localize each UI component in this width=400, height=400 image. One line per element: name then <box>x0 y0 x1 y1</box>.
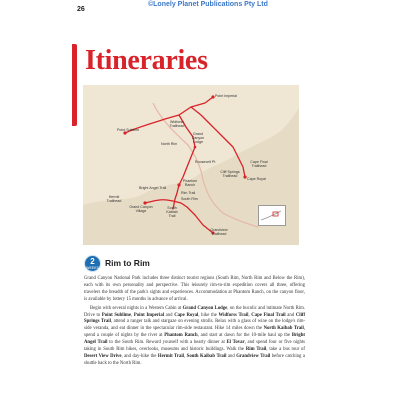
label-grandview-trailhead: Grandview Trailhead <box>210 228 228 236</box>
itinerary-title: Rim to Rim <box>105 258 150 268</box>
label-point-sublime: Point Sublime <box>117 128 140 132</box>
label-cliff-springs-trailhead: Cliff Springs Trailhead <box>220 170 240 178</box>
itinerary-body <box>84 276 305 370</box>
label-north-rim: North Rim <box>161 142 178 146</box>
label-cape-royal: Cape Royal <box>247 177 266 181</box>
label-widforss-trailhead: Widforss Trailhead <box>169 120 185 128</box>
route-paragraph: Begin with several nights in a Western Cabin at Grand Canyon Lodge, on the bucolic and intimate North Rim. Drive to Point Sublime, Point Imperial and Cape Royal, hike the Widforss Trail, Cape Final Trail and Cliff Springs Trail, attend a ranger talk and stargaze on evening strolls. Relax with a glass of wine on the lodge's rim-side veranda, and eat dinner in the spectacular rim-side restaurant. Hike 14 miles down the North Kaibab Trail, spend a couple of nights by the river at Phantom Ranch, and start at dawn for the 10-mile haul up the Bright Angel Trail to the South Rim. Reward yourself with a hearty dinner at El Tovar, and spend four or five nights taking in South Rim hikes, overlooks, museums and historic buildings. Walk the Rim Trail, take a bus tour of Desert View Drive, and day-hike the Hermit Trail, South Kaibab Trail and Grandview Trail before catching a shuttle back to the North Rim. <box>84 305 306 366</box>
label-grand-canyon-village: Grand Canyon Village <box>129 205 153 213</box>
locator-graphic <box>259 206 285 225</box>
label-south-rim: South Rim <box>181 197 198 201</box>
label-point-imperial: Point Imperial <box>215 94 237 98</box>
label-grand-canyon-lodge: Grand Canyon Lodge <box>191 132 205 144</box>
page-title: Itineraries <box>85 45 208 76</box>
label-south-kaibab-trail: South Kaibab Trail <box>166 206 178 218</box>
weeks-unit: WEEKS <box>86 266 99 270</box>
section-tab <box>72 44 77 126</box>
locator-inset <box>258 205 286 226</box>
label-hermit-trailhead: Hermit Trailhead <box>106 195 122 203</box>
page-number: 26 <box>77 6 85 13</box>
duration-badge <box>84 255 101 272</box>
copyright-notice: ©Lonely Planet Publications Pty Ltd <box>148 1 268 8</box>
label-cape-final-trailhead: Cape Final Trailhead <box>250 160 268 168</box>
intro-paragraph: Grand Canyon National Park includes three distinct tourist regions (South Rim, North Rim and Below the Rim), each with its own personality and perspective. This leisurely rim-to-rim expedition covers all three, offering travelers the breadth of the park's sights and experiences. Accommodation at Phantom Ranch, on the canyon floor, is available by lottery 15 months in advance of arrival. <box>84 276 305 302</box>
label-bright-angel-trail: Bright Angel Trail <box>139 186 167 190</box>
label-phantom-ranch: Phantom Ranch <box>182 179 198 187</box>
itinerary-map <box>83 85 299 245</box>
label-roosevelt-pt: Roosevelt Pt <box>195 160 216 164</box>
weeks-number: 2 <box>90 257 95 266</box>
label-rim-trail: Rim Trail <box>181 191 196 195</box>
